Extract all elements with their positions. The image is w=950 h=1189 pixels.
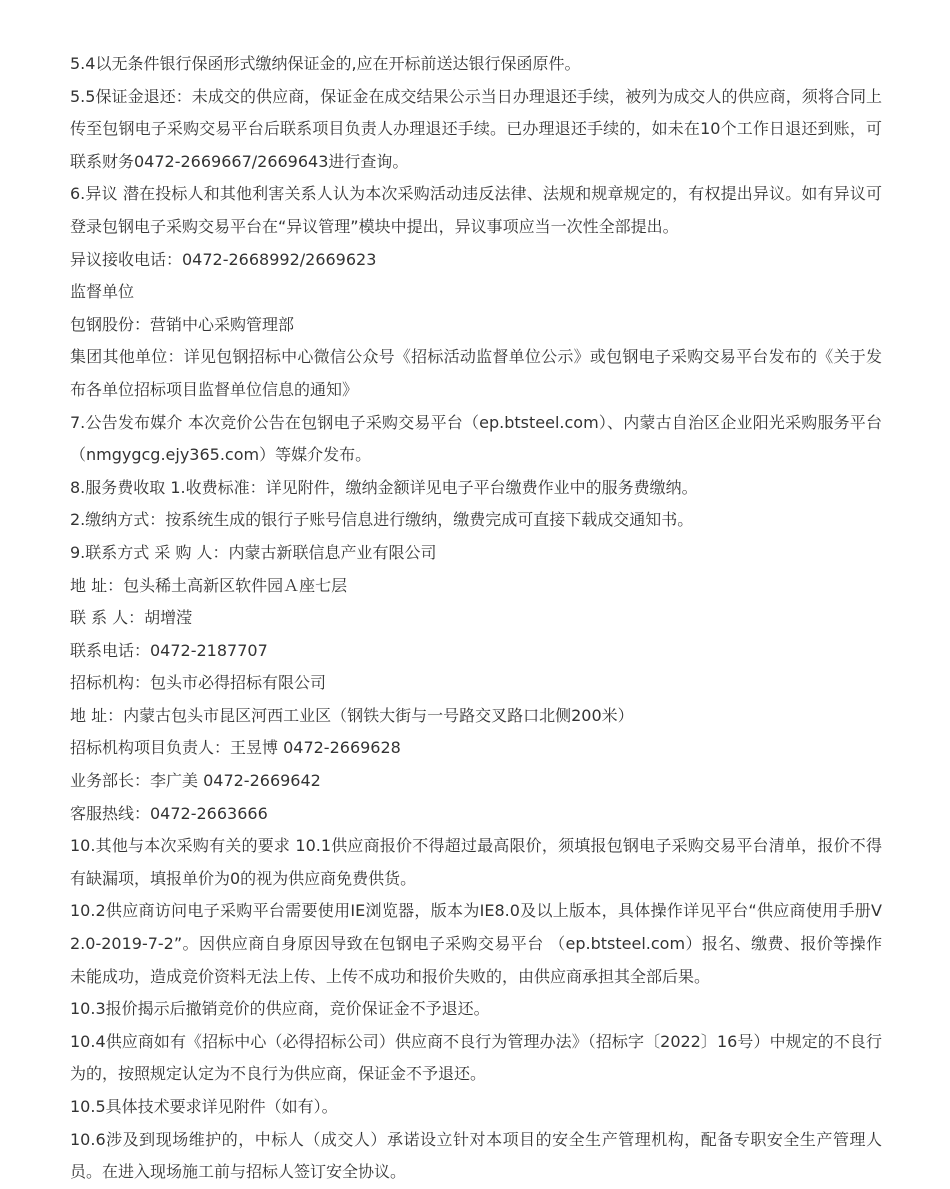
paragraph-10-3-withdrawal: 10.3报价揭示后撤销竞价的供应商，竞价保证金不予退还。 bbox=[70, 999, 490, 1019]
paragraph-service-hotline: 客服热线：0472-2663666 bbox=[70, 803, 268, 823]
paragraph-contact-person: 联 系 人：胡增滢 bbox=[70, 608, 193, 628]
paragraph-10-6-safety-management: 10.6涉及到现场维护的，中标人（成交人）承诺设立针对本项目的安全生产管理机构，配备专职安全生产管理人员。在进入现场施工前与招标人签订安全协议。 bbox=[70, 1129, 882, 1182]
paragraph-10-2-browser-requirement: 10.2供应商访问电子采购平台需要使用IE浏览器，版本为IE8.0及以上版本，具体操作详见平台“供应商使用手册V2.0-2019-7-2”。因供应商自身原因导致在包钢电子采购交易平台 （ep.btsteel.com）报名、缴费、报价等操作未能成功，造成竞价资料无法上传、上传不成功和报价失败的，由供应商承担其全部后果。 bbox=[70, 901, 882, 986]
paragraph-agency-address: 地 址：内蒙古包头市昆区河西工业区（钢铁大街与一号路交叉路口北侧200米） bbox=[70, 705, 634, 725]
paragraph-10-1-price-limit: 10.其他与本次采购有关的要求 10.1供应商报价不得超过最高限价，须填报包钢电子采购交易平台清单，报价不得有缺漏项，填报单价为0的视为供应商免费供货。 bbox=[70, 836, 882, 888]
paragraph-9-contact-purchaser: 9.联系方式 采 购 人：内蒙古新联信息产业有限公司 bbox=[70, 542, 437, 562]
paragraph-10-4-bad-behavior: 10.4供应商如有《招标中心（必得招标公司）供应商不良行为管理办法》（招标字〔2022〕16号）中规定的不良行为的，按照规定认定为不良行为供应商，保证金不予退还。 bbox=[70, 1031, 882, 1084]
paragraph-objection-phone: 异议接收电话：0472-2668992/2669623 bbox=[70, 249, 377, 269]
paragraph-8-service-fee: 8.服务费收取 1.收费标准：详见附件，缴纳金额详见电子平台缴费作业中的服务费缴纳。 bbox=[70, 477, 698, 497]
paragraph-5-5-deposit-refund: 5.5保证金退还：未成交的供应商，保证金在成交结果公示当日办理退还手续，被列为成交人的供应商，须将合同上传至包钢电子采购交易平台后联系项目负责人办理退还手续。已办理退还手续的，如未在10个工作日退还到账，可联系财务0472-2669667/2669643进行查询。 bbox=[70, 86, 882, 171]
paragraph-group-other-units: 集团其他单位：详见包钢招标中心微信公众号《招标活动监督单位公示》或包钢电子采购交易平台发布的《关于发布各单位招标项目监督单位信息的通知》 bbox=[70, 347, 882, 399]
paragraph-7-publishing-media: 7.公告发布媒介 本次竞价公告在包钢电子采购交易平台（ep.btsteel.com）、内蒙古自治区企业阳光采购服务平台（nmgygcg.ejy365.com）等媒介发布。 bbox=[70, 412, 882, 465]
paragraph-10-5-technical-requirements: 10.5具体技术要求详见附件（如有）。 bbox=[70, 1097, 338, 1116]
paragraph-contact-phone: 联系电话：0472-2187707 bbox=[70, 640, 268, 660]
paragraph-5-4-guarantee-letter: 5.4以无条件银行保函形式缴纳保证金的,应在开标前送达银行保函原件。 bbox=[70, 54, 581, 73]
paragraph-agency-project-lead: 招标机构项目负责人：王昱博 0472-2669628 bbox=[70, 738, 401, 758]
paragraph-business-director: 业务部长：李广美 0472-2669642 bbox=[70, 771, 321, 791]
paragraph-6-objection: 6.异议 潜在投标人和其他利害关系人认为本次采购活动违反法律、法规和规章规定的，有权提出异议。如有异议可登录包钢电子采购交易平台在“异议管理”模块中提出，异议事项应当一次性全部提出。 bbox=[70, 184, 882, 236]
paragraph-baogang-shares: 包钢股份：营销中心采购管理部 bbox=[70, 314, 295, 334]
paragraph-supervision-unit: 监督单位 bbox=[70, 282, 135, 302]
paragraph-purchaser-address: 地 址：包头稀土高新区软件园Ａ座七层 bbox=[70, 575, 348, 595]
paragraph-tender-agency: 招标机构：包头市必得招标有限公司 bbox=[70, 673, 327, 693]
paragraph-payment-method: 2.缴纳方式：按系统生成的银行子账号信息进行缴纳，缴费完成可直接下载成交通知书。 bbox=[70, 510, 694, 530]
